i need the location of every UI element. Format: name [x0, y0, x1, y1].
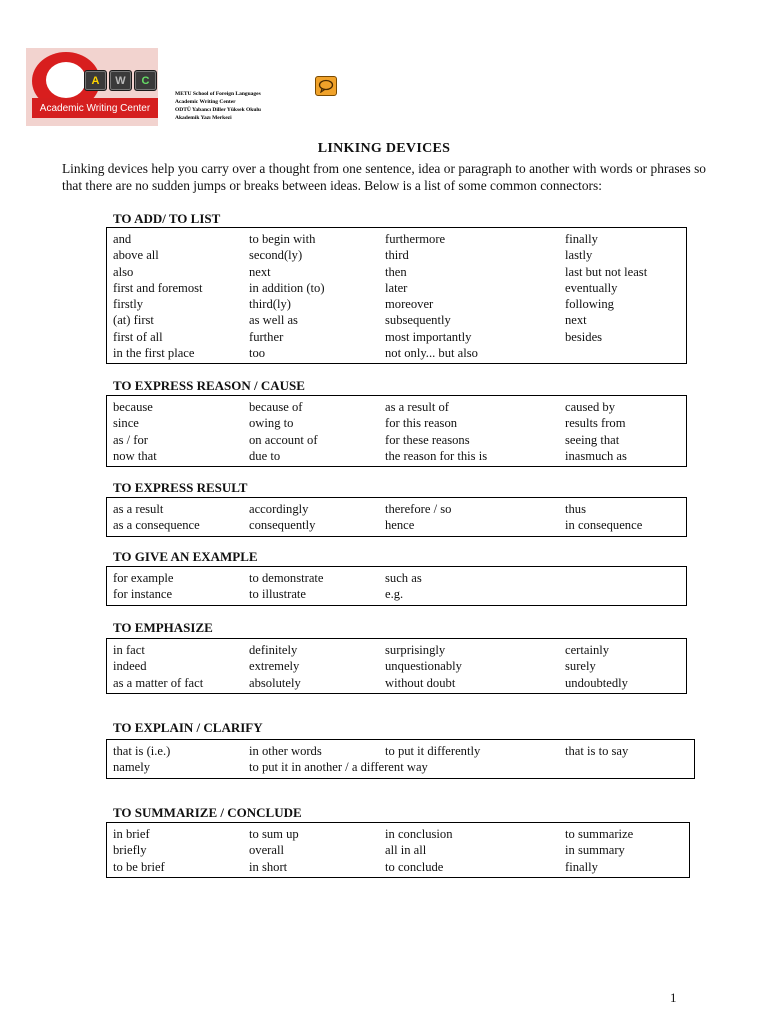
section-heading: TO EMPHASIZE	[113, 620, 213, 635]
connector-cell: seeing that	[565, 432, 620, 447]
connector-cell: without doubt	[385, 675, 456, 690]
connector-cell: in addition (to)	[249, 280, 325, 295]
table-row	[107, 399, 686, 415]
table-row	[107, 842, 689, 858]
table-row	[107, 759, 694, 775]
connector-cell: as / for	[113, 432, 148, 447]
connector-cell: now that	[113, 448, 157, 463]
connector-table	[106, 822, 690, 878]
connector-cell: therefore / so	[385, 502, 452, 516]
connector-cell: as a result	[113, 502, 164, 516]
institution-line: ODTÜ Yabancı Diller Yüksek Okulu	[175, 107, 261, 113]
connector-cell: (at) first	[113, 313, 154, 328]
connector-cell: besides	[565, 329, 603, 344]
intro-paragraph: Linking devices help you carry over a thought from one sentence, idea or paragraph to another with words or phrases so that there are no sudden jumps or breaks between ideas. Below is a list of some common connectors:	[62, 161, 706, 193]
table-row	[107, 329, 686, 345]
connector-cell: to begin with	[249, 232, 316, 246]
table-row	[107, 415, 686, 431]
logo-ring-hole	[46, 62, 86, 98]
connector-cell: briefly	[113, 843, 147, 858]
table-row	[107, 432, 686, 448]
connector-cell: undoubtedly	[565, 675, 628, 690]
connector-cell: since	[113, 416, 139, 431]
connector-cell: for instance	[113, 587, 173, 602]
connector-cell: to sum up	[249, 827, 299, 841]
connector-cell: next	[565, 313, 587, 328]
connector-cell: finally	[565, 859, 598, 874]
connector-cell: also	[113, 264, 134, 279]
connector-cell: overall	[249, 843, 284, 858]
connector-cell: such as	[385, 571, 422, 585]
connector-cell: to put it in another / a different way	[249, 760, 428, 775]
connector-cell: in short	[249, 859, 288, 874]
connector-cell: hence	[385, 518, 415, 533]
connector-cell: eventually	[565, 280, 618, 295]
connector-cell: caused by	[565, 400, 616, 414]
table-row	[107, 859, 689, 875]
connector-cell: that is (i.e.)	[113, 744, 171, 758]
connector-table	[106, 497, 687, 537]
connector-cell: firstly	[113, 297, 144, 312]
connector-cell: indeed	[113, 659, 147, 674]
connector-cell: later	[385, 280, 408, 295]
institution-line: Akademik Yazı Merkezi	[175, 115, 232, 121]
connector-cell: above all	[113, 248, 159, 263]
connector-table	[106, 739, 695, 779]
connector-cell: second(ly)	[249, 248, 303, 263]
connector-cell: third(ly)	[249, 297, 291, 312]
connector-cell: lastly	[565, 248, 593, 263]
logo-keys	[84, 70, 157, 91]
connector-cell: not only... but also	[385, 346, 478, 361]
institution-line: METU School of Foreign Languages	[175, 91, 261, 97]
connector-cell: first and foremost	[113, 280, 203, 295]
connector-cell: following	[565, 297, 614, 312]
connector-cell: in brief	[113, 827, 150, 841]
connector-cell: for these reasons	[385, 432, 470, 447]
table-row	[107, 264, 686, 280]
section-heading: TO EXPRESS REASON / CAUSE	[113, 378, 305, 393]
table-row	[107, 280, 686, 296]
connector-cell: for example	[113, 571, 174, 585]
connector-cell: next	[249, 264, 271, 279]
logo-text: Academic Writing Center	[32, 98, 158, 118]
connector-table	[106, 227, 687, 364]
table-row	[107, 312, 686, 328]
connector-cell: as well as	[249, 313, 298, 328]
connector-cell: to summarize	[565, 827, 634, 841]
connector-cell: as a result of	[385, 400, 449, 414]
table-row	[107, 231, 686, 247]
page-title: LINKING DEVICES	[317, 141, 451, 156]
table-row	[107, 642, 686, 658]
table-row	[107, 826, 689, 842]
awc-logo	[26, 48, 158, 126]
connector-cell: in summary	[565, 843, 625, 858]
table-row	[107, 448, 686, 464]
connector-cell: as a matter of fact	[113, 675, 204, 690]
table-row	[107, 501, 686, 517]
table-row	[107, 586, 686, 602]
logo-key-c: C	[134, 70, 157, 91]
connector-cell: absolutely	[249, 675, 301, 690]
section-heading: TO ADD/ TO LIST	[113, 211, 221, 226]
institution-info	[175, 90, 261, 122]
connector-cell: moreover	[385, 297, 434, 312]
connector-cell: finally	[565, 232, 598, 246]
connector-cell: results from	[565, 416, 626, 431]
table-row	[107, 570, 686, 586]
comment-icon[interactable]	[315, 76, 337, 96]
table-row	[107, 517, 686, 533]
connector-cell: all in all	[385, 843, 427, 858]
connector-cell: due to	[249, 448, 281, 463]
connector-table	[106, 395, 687, 467]
section-heading: TO EXPRESS RESULT	[113, 480, 248, 495]
connector-cell: then	[385, 264, 407, 279]
table-row	[107, 675, 686, 691]
connector-cell: in consequence	[565, 518, 643, 533]
connector-cell: certainly	[565, 643, 610, 657]
connector-table	[106, 638, 687, 694]
section-heading: TO GIVE AN EXAMPLE	[113, 549, 258, 564]
connector-cell: surprisingly	[385, 643, 446, 657]
table-row	[107, 296, 686, 312]
connector-cell: definitely	[249, 643, 298, 657]
connector-cell: on account of	[249, 432, 318, 447]
connector-cell: that is to say	[565, 744, 629, 758]
connector-cell: in the first place	[113, 346, 195, 361]
table-row	[107, 345, 686, 361]
connector-cell: too	[249, 346, 266, 361]
connector-cell: to be brief	[113, 859, 165, 874]
connector-cell: accordingly	[249, 502, 309, 516]
page-number: 1	[670, 990, 677, 1005]
connector-cell: namely	[113, 760, 151, 775]
logo-key-a: A	[84, 70, 107, 91]
connector-cell: to illustrate	[249, 587, 307, 602]
connector-cell: unquestionably	[385, 659, 462, 674]
connector-cell: owing to	[249, 416, 294, 431]
connector-cell: to conclude	[385, 859, 444, 874]
institution-line: Academic Writing Center	[175, 99, 236, 105]
connector-cell: most importantly	[385, 329, 472, 344]
connector-cell: surely	[565, 659, 596, 674]
connector-cell: in conclusion	[385, 827, 453, 841]
connector-cell: further	[249, 329, 284, 344]
connector-cell: thus	[565, 502, 586, 516]
connector-cell: e.g.	[385, 587, 404, 602]
connector-cell: to demonstrate	[249, 571, 324, 585]
connector-cell: as a consequence	[113, 518, 200, 533]
connector-cell: third	[385, 248, 409, 263]
connector-table	[106, 566, 687, 606]
connector-cell: because of	[249, 400, 303, 414]
connector-cell: consequently	[249, 518, 316, 533]
connector-cell: furthermore	[385, 232, 446, 246]
connector-cell: last but not least	[565, 264, 648, 279]
connector-cell: and	[113, 232, 132, 246]
connector-cell: first of all	[113, 329, 163, 344]
table-row	[107, 658, 686, 674]
connector-cell: in fact	[113, 643, 145, 657]
connector-cell: for this reason	[385, 416, 458, 431]
logo-key-w: W	[109, 70, 132, 91]
connector-cell: inasmuch as	[565, 448, 627, 463]
connector-cell: because	[113, 400, 153, 414]
connector-cell: extremely	[249, 659, 300, 674]
section-heading: TO EXPLAIN / CLARIFY	[113, 720, 263, 735]
connector-cell: the reason for this is	[385, 448, 488, 463]
connector-cell: in other words	[249, 744, 322, 758]
table-row	[107, 247, 686, 263]
table-row	[107, 743, 694, 759]
connector-cell: to put it differently	[385, 744, 481, 758]
connector-cell: subsequently	[385, 313, 451, 328]
section-heading: TO SUMMARIZE / CONCLUDE	[113, 805, 302, 820]
